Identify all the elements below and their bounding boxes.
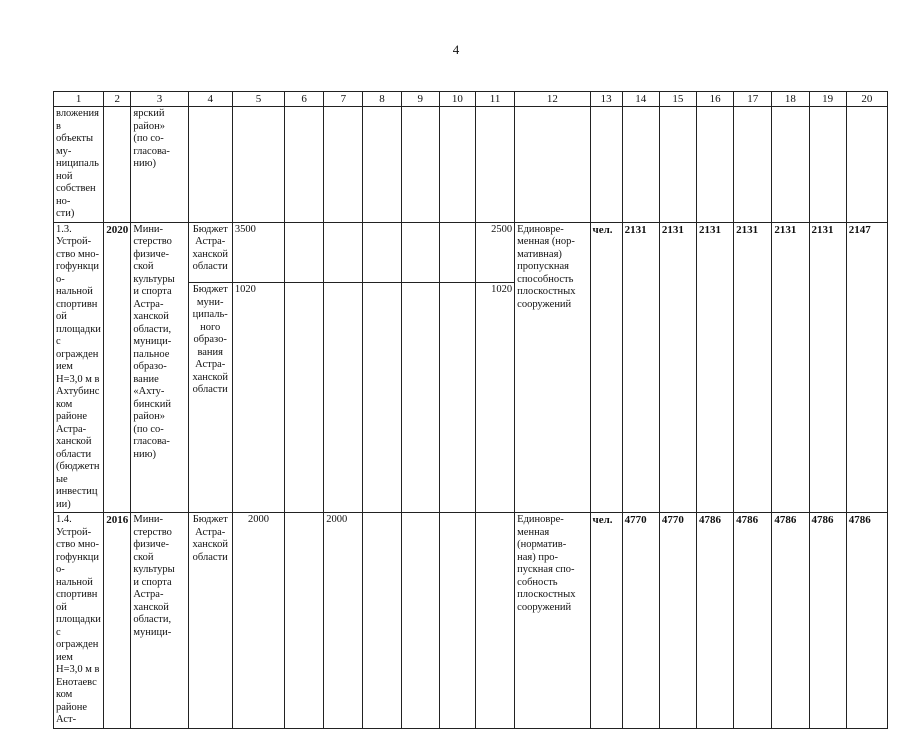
col-header: 13 — [590, 92, 622, 107]
cell — [475, 107, 514, 223]
cell — [285, 283, 324, 513]
cell-source: Бюджет Астра- ханской области — [188, 513, 232, 729]
cell — [401, 107, 439, 223]
col-header: 6 — [285, 92, 324, 107]
col-header: 17 — [734, 92, 772, 107]
cell-value: 4786 — [697, 513, 734, 729]
cell-unit: чел. — [590, 513, 622, 729]
cell-year-amount: 2500 — [475, 222, 514, 283]
col-header: 1 — [54, 92, 104, 107]
cell — [232, 107, 284, 223]
cell-year — [104, 107, 131, 223]
cell-year-amount: 1020 — [475, 283, 514, 513]
cell-value: 2131 — [659, 222, 696, 513]
cell — [515, 107, 590, 223]
cell-total: 2000 — [232, 513, 284, 729]
table-row-1-4 — [54, 513, 888, 729]
cell — [401, 222, 439, 283]
cell-source — [188, 107, 232, 223]
col-header: 18 — [772, 92, 809, 107]
table-row-continuation — [54, 107, 888, 223]
cell — [401, 283, 439, 513]
cell — [475, 513, 514, 729]
cell — [285, 513, 324, 729]
col-header: 10 — [439, 92, 475, 107]
cell-value: 4786 — [772, 513, 809, 729]
cell-value: 4770 — [622, 513, 659, 729]
cell-total: 3500 — [232, 222, 284, 283]
cell-executor: ярский район» (по со- гласова- нию) — [131, 107, 188, 223]
cell-year: 2016 — [104, 513, 131, 729]
col-header: 4 — [188, 92, 232, 107]
col-header: 7 — [324, 92, 363, 107]
col-header: 5 — [232, 92, 284, 107]
cell — [439, 222, 475, 283]
cell-value: 4770 — [659, 513, 696, 729]
cell-total: 1020 — [232, 283, 284, 513]
cell — [697, 107, 734, 223]
col-header: 9 — [401, 92, 439, 107]
cell — [659, 107, 696, 223]
col-header: 12 — [515, 92, 590, 107]
cell — [439, 107, 475, 223]
col-header: 8 — [363, 92, 401, 107]
cell-value: 2131 — [809, 222, 846, 513]
cell — [846, 107, 887, 223]
program-table — [53, 91, 888, 729]
cell-measure-name: 1.3. Устрой- ство мно- гофункцио- нальной спортивной площадки с ограждением Н=3,0 м в Ахтубинском районе Астра- ханской области (бюджетные инвестиции) — [54, 222, 104, 513]
cell-source: Бюджет Астра- ханской области — [188, 222, 232, 283]
cell — [622, 107, 659, 223]
cell — [285, 222, 324, 283]
cell — [439, 283, 475, 513]
cell-executor: Мини- стерство физиче- ской культуры и спорта Астра- ханской области, муници- пальное образо- вание «Ахту- бинский район» (по со- гласова- нию) — [131, 222, 188, 513]
cell-value: 2131 — [772, 222, 809, 513]
cell — [363, 222, 401, 283]
col-header: 2 — [104, 92, 131, 107]
cell-value: 4786 — [734, 513, 772, 729]
cell — [324, 107, 363, 223]
cell-measure-name: 1.4. Устрой- ство мно- гофункцио- нальной спортивной площадки с ограждением Н=3,0 м в Енотаевском районе Аст- — [54, 513, 104, 729]
col-header: 20 — [846, 92, 887, 107]
cell — [285, 107, 324, 223]
cell-value: 4786 — [809, 513, 846, 729]
cell — [809, 107, 846, 223]
cell — [734, 107, 772, 223]
cell — [363, 283, 401, 513]
cell-unit: чел. — [590, 222, 622, 513]
cell-measure-name: вложения в объекты му- ниципальной собственно- сти) — [54, 107, 104, 223]
cell-year: 2020 — [104, 222, 131, 513]
cell — [324, 222, 363, 283]
cell — [363, 107, 401, 223]
cell — [772, 107, 809, 223]
column-number-row — [54, 92, 888, 107]
col-header: 14 — [622, 92, 659, 107]
cell-value: 4786 — [846, 513, 887, 729]
cell-indicator: Единовре- менная (нор- мативная) пропускная способность плоскостных сооружений — [515, 222, 590, 513]
cell-source: Бюджет муни- ципаль- ного образо- вания Астра- ханской области — [188, 283, 232, 513]
cell-value: 2147 — [846, 222, 887, 513]
cell-year-amount: 2000 — [324, 513, 363, 729]
table-row-1-3 — [54, 222, 888, 283]
col-header: 3 — [131, 92, 188, 107]
cell-value: 2131 — [622, 222, 659, 513]
page-number: 4 — [452, 42, 460, 57]
col-header: 15 — [659, 92, 696, 107]
cell-indicator: Единовре- менная (норматив- ная) про- пускная спо- собность плоскостных сооружений — [515, 513, 590, 729]
cell-value: 2131 — [697, 222, 734, 513]
cell — [401, 513, 439, 729]
cell-value: 2131 — [734, 222, 772, 513]
col-header: 16 — [697, 92, 734, 107]
cell-executor: Мини- стерство физиче- ской культуры и спорта Астра- ханской области, муници- — [131, 513, 188, 729]
cell — [324, 283, 363, 513]
cell — [439, 513, 475, 729]
col-header: 11 — [475, 92, 514, 107]
col-header: 19 — [809, 92, 846, 107]
cell — [363, 513, 401, 729]
cell — [590, 107, 622, 223]
